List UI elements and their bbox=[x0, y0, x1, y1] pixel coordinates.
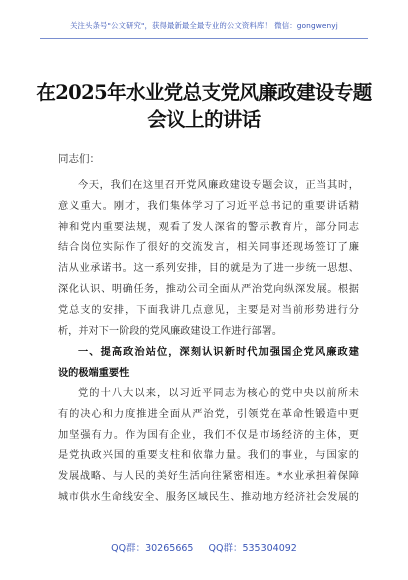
section-heading-line: 设的极端重要性 bbox=[58, 367, 130, 380]
document-title-line-2: 会议上的讲话 bbox=[147, 108, 261, 131]
body-line: 党的十八大以来，以习近平同志为核心的党中央以前所未 bbox=[78, 387, 359, 399]
footer bbox=[0, 540, 408, 554]
document-title-line-1: 在2025年水业党总支党风廉政建设专题 bbox=[36, 81, 372, 104]
footer-qq-group-1: QQ群：30265665 bbox=[111, 543, 194, 554]
header-divider bbox=[40, 38, 368, 39]
header-note: 关注头条号"公文研究"，获得最新最全最专业的公文资料库！ 微信：gongwenyj bbox=[70, 21, 338, 30]
body-text bbox=[58, 176, 359, 509]
body-line: 结合岗位实际作了很好的交流发言，相关同事还现场签订了廉 bbox=[58, 242, 359, 254]
footer-qq-group-2: QQ群：535304092 bbox=[208, 543, 297, 554]
salutation: 同志们： bbox=[58, 153, 100, 165]
body-line: 是党执政兴国的重要支柱和依靠力量。我们的事业，与国家的 bbox=[58, 450, 359, 462]
body-line: 加坚强有力。作为国有企业，我们不仅是市场经济的主体，更 bbox=[58, 429, 359, 441]
body-line: 城市供水生命线安全、服务区域民生、推动地方经济社会发展的 bbox=[58, 491, 359, 503]
body-line: 深化认识、明确任务，推动公司全面从严治党向纵深发展。根据 bbox=[58, 283, 359, 295]
body-line: 今天，我们在这里召开党风廉政建设专题会议，正当其时， bbox=[78, 180, 359, 191]
body-line: 党总支的安排，下面我讲几点意见，主要是对当前形势进行分 bbox=[58, 304, 359, 316]
body-line: 神和党内重要法规，观看了发人深省的警示教育片，部分同志 bbox=[58, 221, 359, 233]
body-line: 有的决心和力度推进全面从严治党，引领党在革命性锻造中更 bbox=[58, 408, 359, 420]
body-line: 发展战略、与人民的美好生活向往紧密相连。*水业承担着保障 bbox=[58, 471, 359, 483]
section-heading-line: 一、提高政治站位，深刻认识新时代加强国企党风廉政建 bbox=[78, 346, 359, 359]
body-line: 意义重大。刚才，我们集体学习了习近平总书记的重要讲话精 bbox=[58, 200, 359, 212]
body-line: 洁从业承诺书。这一系列安排，目的就是为了进一步统一思想、 bbox=[58, 263, 359, 275]
body-line: 析，并对下一阶段的党风廉政建设工作进行部署。 bbox=[58, 325, 283, 337]
